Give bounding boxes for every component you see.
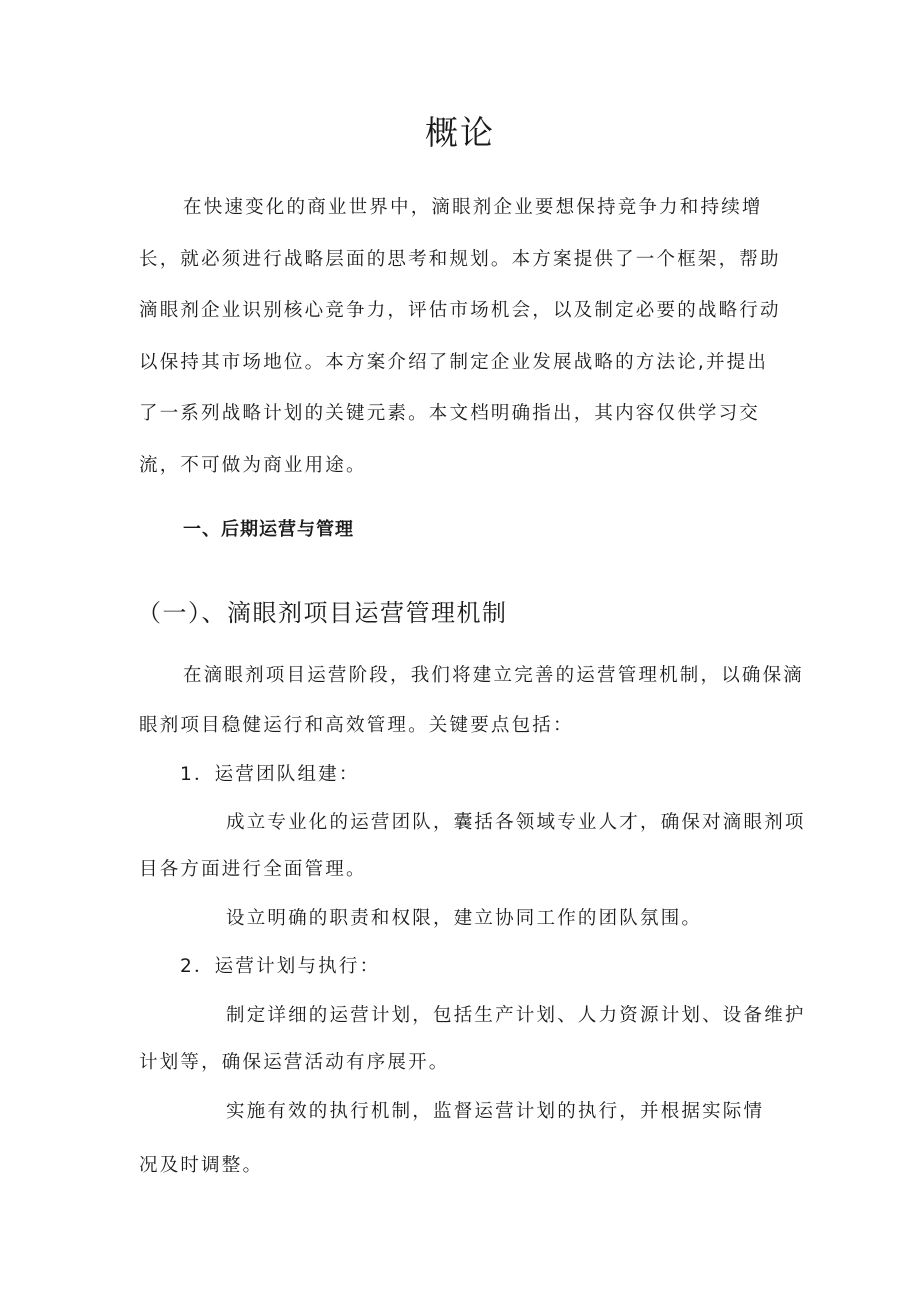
point-title: 1．运营团队组建： <box>180 764 360 785</box>
point-item-line: 设立明确的职责和权限，建立协同工作的团队氛围。 <box>226 908 703 929</box>
intro-paragraph: 在快速变化的商业世界中，滴眼剂企业要想保持竞争力和持续增长，就必须进行战略层面的思考和规划。本方案提供了一个框架，帮助滴眼剂企业识别核心竞争力，评估市场机会，以及制定必要的战略行动以保持其市场地位。本方案介绍了制定企业发展战略的方法论,并提出了一系列战略计划的关键元素。本文档明确指出，其内容仅供学习交流，不可做为商业用途。 <box>139 197 781 476</box>
point-title: 2．运营计划与执行： <box>180 956 381 977</box>
subsection-intro-line: 在滴眼剂项目运营阶段，我们将建立完善的运营管理机制，以确保滴 <box>183 665 805 686</box>
point-item-line: 计划等，确保运营活动有序展开。 <box>139 1052 450 1073</box>
document-title: 概论 <box>425 113 495 152</box>
point-item-line: 目各方面进行全面管理。 <box>139 859 367 880</box>
point-item-line: 制定详细的运营计划，包括生产计划、人力资源计划、设备维护 <box>226 1005 806 1026</box>
point-item-line: 况及时调整。 <box>139 1155 264 1176</box>
section-heading: 一、后期运营与管理 <box>183 519 354 540</box>
subsection-heading: （一）、滴眼剂项目运营管理机制 <box>137 599 508 627</box>
point-item-line: 实施有效的执行机制，监督运营计划的执行，并根据实际情 <box>226 1101 765 1122</box>
point-item-line: 成立专业化的运营团队，囊括各领域专业人才，确保对滴眼剂项 <box>226 812 806 833</box>
subsection-intro-line: 眼剂项目稳健运行和高效管理。关键要点包括： <box>139 715 574 736</box>
